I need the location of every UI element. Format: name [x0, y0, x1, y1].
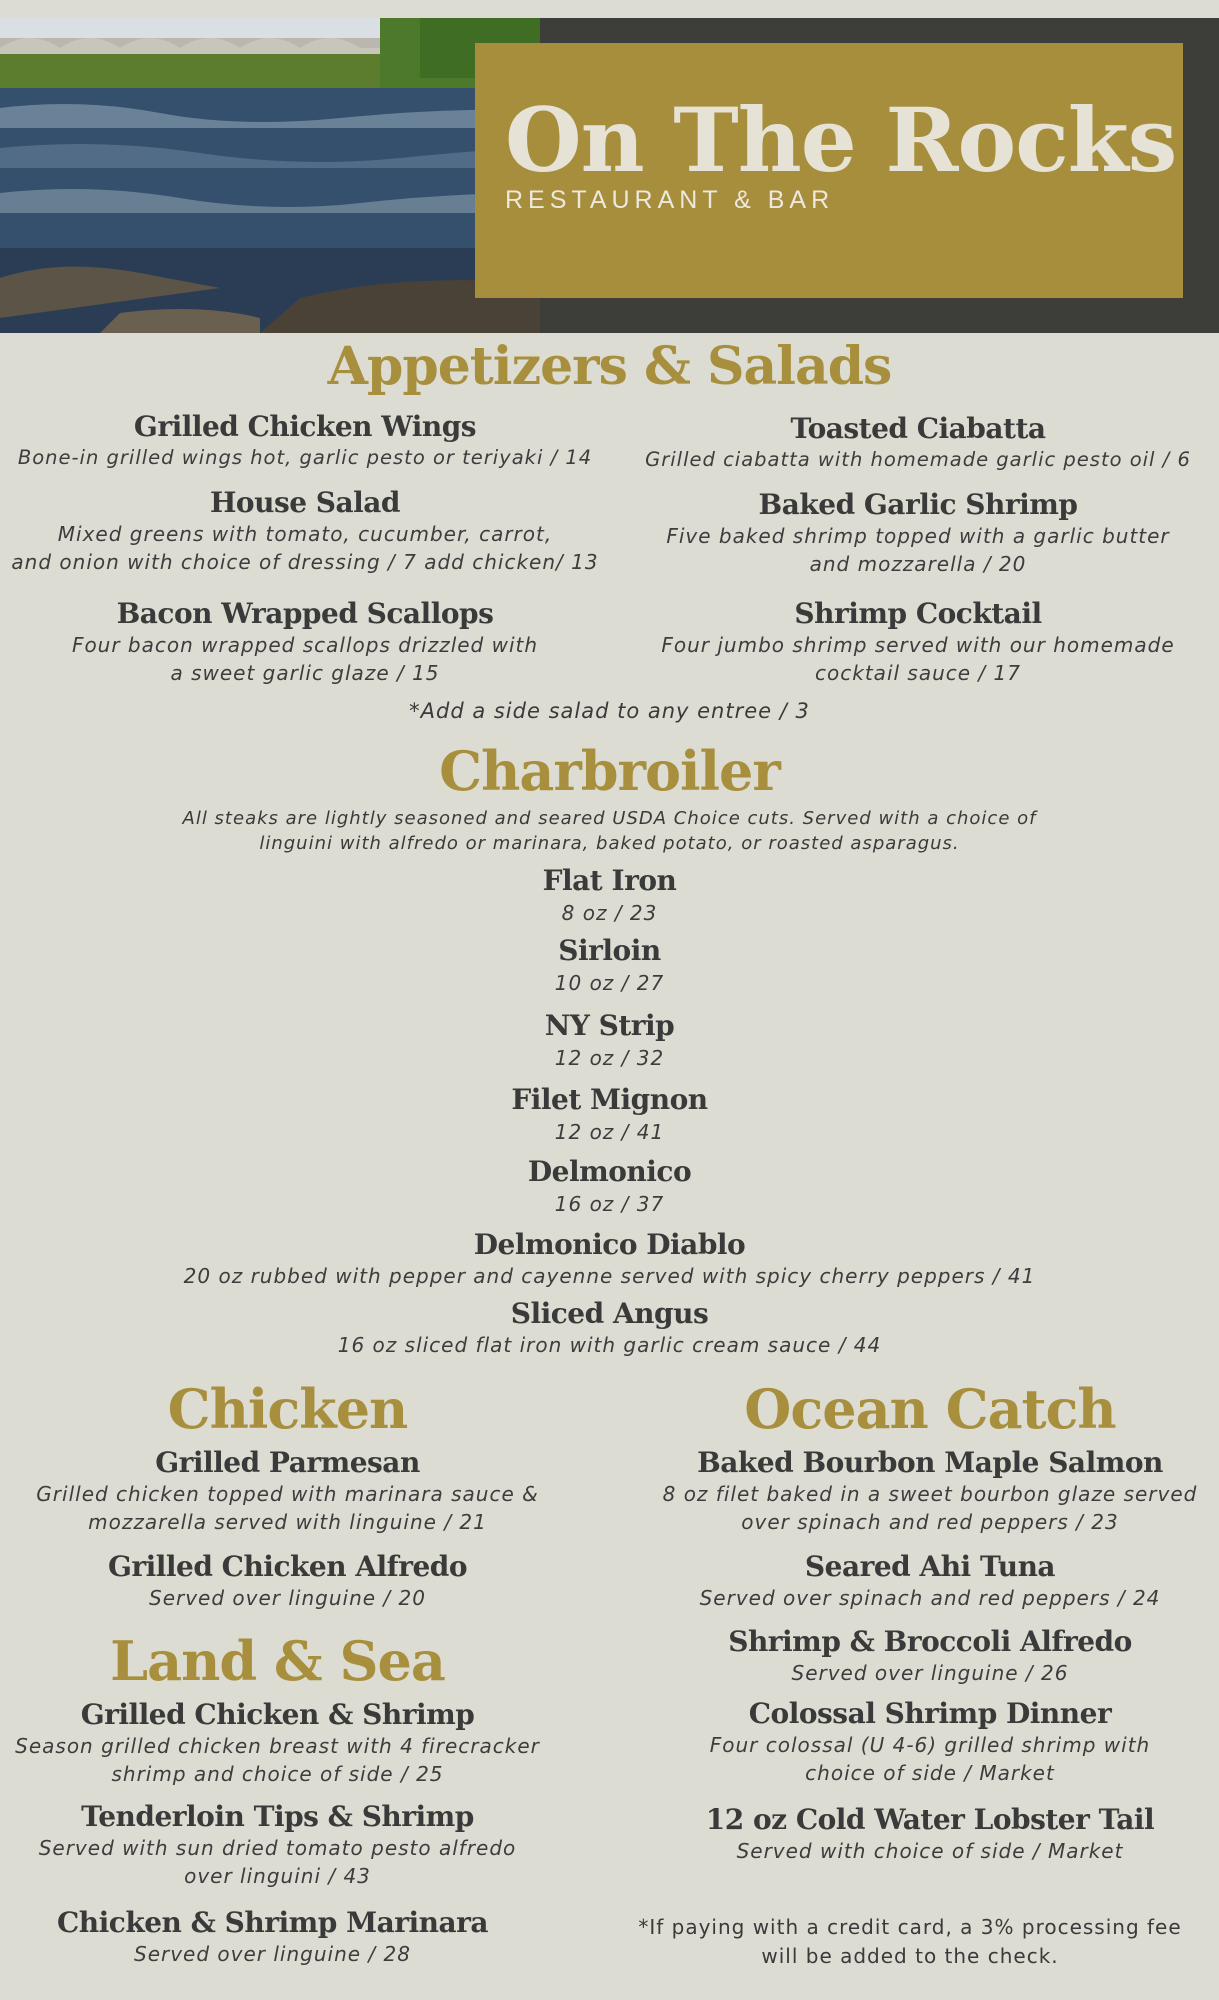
item-name: Grilled Chicken Wings [133, 410, 477, 443]
menu-item [0, 1698, 555, 1788]
item-description: Served over linguine / 20 [149, 1586, 426, 1610]
item-description: 12 oz / 41 [554, 1120, 665, 1144]
item-name: NY Strip [544, 1009, 675, 1042]
menu-item [0, 486, 610, 576]
item-description: Grilled chicken topped with marinara sauce & [36, 1482, 539, 1506]
item-description: Served over linguine / 28 [134, 1942, 411, 1966]
item-description: 10 oz / 27 [554, 971, 665, 995]
item-name: Filet Mignon [511, 1083, 708, 1116]
item-description-line2: cocktail sauce / 17 [815, 661, 1021, 685]
item-name: Chicken & Shrimp Marinara [56, 1906, 488, 1939]
item-name: Baked Garlic Shrimp [758, 488, 1078, 521]
menu-item [0, 1297, 1219, 1359]
item-name: Sirloin [558, 934, 661, 967]
item-name: Grilled Chicken & Shrimp [80, 1698, 475, 1731]
menu-item [640, 1625, 1219, 1687]
item-name: House Salad [209, 486, 401, 519]
item-description: Served with sun dried tomato pesto alfredo [38, 1836, 517, 1860]
item-description: Bone-in grilled wings hot, garlic pesto or teriyaki / 14 [17, 446, 593, 469]
item-description-line2: a sweet garlic glaze / 15 [170, 661, 440, 685]
item-name: Sliced Angus [510, 1297, 709, 1330]
item-description: 8 oz filet baked in a sweet bourbon glaze served [662, 1482, 1198, 1506]
item-description-line2: shrimp and choice of side / 25 [111, 1762, 444, 1786]
item-description: Five baked shrimp topped with a garlic butter [666, 524, 1170, 548]
menu-item [618, 597, 1218, 687]
menu-item [0, 1906, 545, 1968]
item-description: Mixed greens with tomato, cucumber, carrot, [57, 522, 553, 546]
item-description-line2: over linguini / 43 [184, 1864, 371, 1888]
item-description: 16 oz sliced flat iron with garlic cream sauce / 44 [337, 1333, 882, 1357]
river-image [0, 18, 540, 333]
river-photo [0, 18, 540, 333]
menu-item [0, 1155, 1219, 1219]
item-description: Four jumbo shrimp served with our homemade [661, 633, 1175, 657]
section-title-appetizers: Appetizers & Salads [327, 336, 892, 397]
item-name: Seared Ahi Tuna [804, 1550, 1056, 1583]
menu-item [618, 412, 1218, 474]
item-name: Colossal Shrimp Dinner [748, 1697, 1112, 1730]
menu-item [0, 410, 610, 472]
menu-item [0, 1009, 1219, 1073]
credit-card-note-line2: will be added to the check. [761, 1944, 1059, 1968]
item-name: Tenderloin Tips & Shrimp [81, 1800, 474, 1833]
restaurant-name: On The Rocks [505, 88, 1177, 192]
item-description: 20 oz rubbed with pepper and cayenne served with spicy cherry peppers / 41 [183, 1264, 1036, 1288]
item-description: 8 oz / 23 [561, 901, 658, 925]
credit-card-note-line1: *If paying with a credit card, a 3% processing fee [638, 1915, 1182, 1939]
item-description: Served over spinach and red peppers / 24 [699, 1586, 1161, 1610]
menu-item [0, 934, 1219, 998]
menu-item [0, 1550, 575, 1612]
item-name: Baked Bourbon Maple Salmon [697, 1446, 1163, 1479]
menu-item [0, 1446, 575, 1536]
section-title-ocean-catch: Ocean Catch [744, 1377, 1116, 1441]
menu-item [640, 1803, 1219, 1865]
item-name: Delmonico [527, 1155, 692, 1188]
item-name: Bacon Wrapped Scallops [116, 597, 494, 630]
side-salad-note: *Add a side salad to any entree / 3 [409, 699, 810, 723]
item-name: Delmonico Diablo [473, 1228, 746, 1261]
menu-item [0, 1228, 1219, 1290]
item-name: 12 oz Cold Water Lobster Tail [705, 1803, 1155, 1836]
menu-item [640, 1550, 1219, 1612]
item-description-line2: and onion with choice of dressing / 7 add chicken/ 13 [11, 550, 599, 574]
item-description: Served over linguine / 26 [791, 1661, 1069, 1685]
item-name: Toasted Ciabatta [790, 412, 1046, 445]
section-title-charbroiler: Charbroiler [439, 739, 780, 803]
menu-item [640, 1446, 1219, 1536]
item-description-line2: over spinach and red peppers / 23 [741, 1510, 1119, 1534]
charbroiler-intro-line2: linguini with alfredo or marinara, baked potato, or roasted asparagus. [259, 833, 960, 854]
item-description-line2: mozzarella served with linguine / 21 [88, 1510, 487, 1534]
item-description: Four bacon wrapped scallops drizzled with [71, 633, 539, 657]
item-description: 12 oz / 32 [554, 1046, 665, 1070]
restaurant-subtitle: RESTAURANT & BAR [505, 186, 835, 214]
item-name: Grilled Parmesan [155, 1446, 420, 1479]
item-name: Shrimp Cocktail [794, 597, 1042, 630]
section-title-chicken: Chicken [167, 1377, 408, 1441]
item-name: Grilled Chicken Alfredo [107, 1550, 468, 1583]
menu-item [640, 1697, 1219, 1787]
item-name: Shrimp & Broccoli Alfredo [728, 1625, 1132, 1658]
menu-item [0, 1800, 555, 1890]
menu-item [0, 1083, 1219, 1147]
menu-item [0, 597, 610, 687]
item-description-line2: choice of side / Market [805, 1761, 1055, 1785]
item-description: Four colossal (U 4-6) grilled shrimp with [709, 1733, 1151, 1757]
menu-item [618, 488, 1218, 578]
item-description: Grilled ciabatta with homemade garlic pesto oil / 6 [645, 448, 1191, 471]
item-description: 16 oz / 37 [554, 1192, 665, 1216]
item-description: Served with choice of side / Market [736, 1839, 1124, 1863]
item-description-line2: and mozzarella / 20 [809, 552, 1027, 576]
item-name: Flat Iron [542, 864, 677, 897]
menu-item [0, 864, 1219, 928]
section-title-land-sea: Land & Sea [110, 1629, 445, 1693]
item-description: Season grilled chicken breast with 4 firecracker [15, 1734, 540, 1758]
menu-header [0, 0, 1219, 333]
charbroiler-intro-line1: All steaks are lightly seasoned and seared USDA Choice cuts. Served with a choice of [182, 808, 1037, 829]
